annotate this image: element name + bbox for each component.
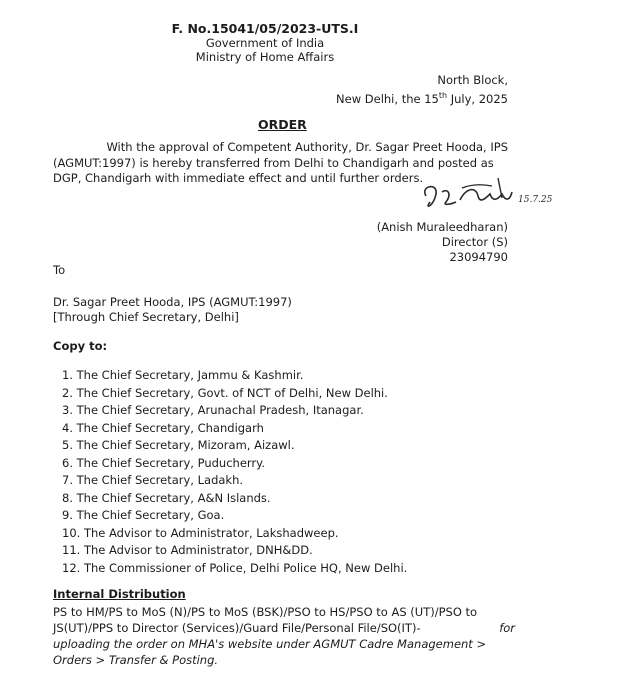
signatory-block (377, 220, 508, 265)
list-item: 5. The Chief Secretary, Mizoram, Aizawl. (62, 438, 295, 452)
internal-line-1: PS to HM/PS to MoS (N)/PS to MoS (BSK)/PSO to HS/PSO to AS (UT)/PSO to (53, 605, 478, 619)
list-item: 6. The Chief Secretary, Puducherry. (62, 455, 265, 470)
list-item: 4. The Chief Secretary, Chandigarh (62, 420, 264, 435)
copy-to-heading: Copy to: (53, 339, 108, 353)
internal-line-2: JS(UT)/PPS to Director (Services)/Guard File/Personal File/SO(IT)- for (53, 621, 515, 635)
recipient-through: [Through Chief Secretary, Delhi] (53, 310, 239, 324)
internal-line-4: Orders > Transfer & Posting. (53, 653, 219, 667)
location: North Block, (437, 73, 508, 87)
internal-distribution-body (53, 604, 515, 668)
list-item: 11. The Advisor to Administrator, DNH&DD. (62, 543, 313, 557)
list-item: 10. The Advisor to Administrator, Lakshadweep. (62, 525, 339, 540)
date: New Delhi, the 15th July, 2025 (336, 91, 508, 106)
file-number: F. No.15041/05/2023-UTS.I (171, 21, 359, 36)
recipient-name: Dr. Sagar Preet Hooda, IPS (AGMUT:1997) (53, 295, 292, 309)
internal-distribution-heading: Internal Distribution (53, 587, 186, 601)
letterhead (150, 22, 380, 64)
order-line-2: (AGMUT:1997) is hereby transferred from Delhi to Chandigarh and posted as (53, 155, 494, 170)
order-line-1: With the approval of Competent Authority, Dr. Sagar Preet Hooda, IPS (106, 140, 508, 154)
ministry-name: Ministry of Home Affairs (195, 50, 335, 64)
list-item: 7. The Chief Secretary, Ladakh. (62, 473, 244, 487)
list-item: 1. The Chief Secretary, Jammu & Kashmir. (62, 368, 304, 382)
list-item: 3. The Chief Secretary, Arunachal Pradesh, Itanagar. (62, 403, 364, 417)
internal-line-3: uploading the order on MHA's website under AGMUT Cadre Management > (53, 637, 487, 651)
recipient-block (53, 295, 292, 325)
place-date-block (336, 73, 508, 107)
signature-date: 15.7.25 (518, 195, 553, 205)
signatory-designation: Director (S) (441, 235, 508, 249)
signatory-phone: 23094790 (449, 250, 508, 264)
order-title: ORDER (258, 117, 307, 132)
handwritten-signature (380, 172, 580, 220)
copy-to-list (62, 367, 407, 577)
list-item: 2. The Chief Secretary, Govt. of NCT of Delhi, New Delhi. (62, 385, 388, 400)
signatory-name: (Anish Muraleedharan) (376, 220, 508, 234)
to-label: To (53, 263, 66, 277)
list-item: 8. The Chief Secretary, A&N Islands. (62, 490, 271, 505)
list-item: 12. The Commissioner of Police, Delhi Police HQ, New Delhi. (62, 560, 408, 575)
list-item: 9. The Chief Secretary, Goa. (62, 508, 225, 522)
order-line-3: DGP, Chandigarh with immediate effect and until further orders. (53, 171, 424, 185)
government-name: Government of India (205, 36, 325, 50)
